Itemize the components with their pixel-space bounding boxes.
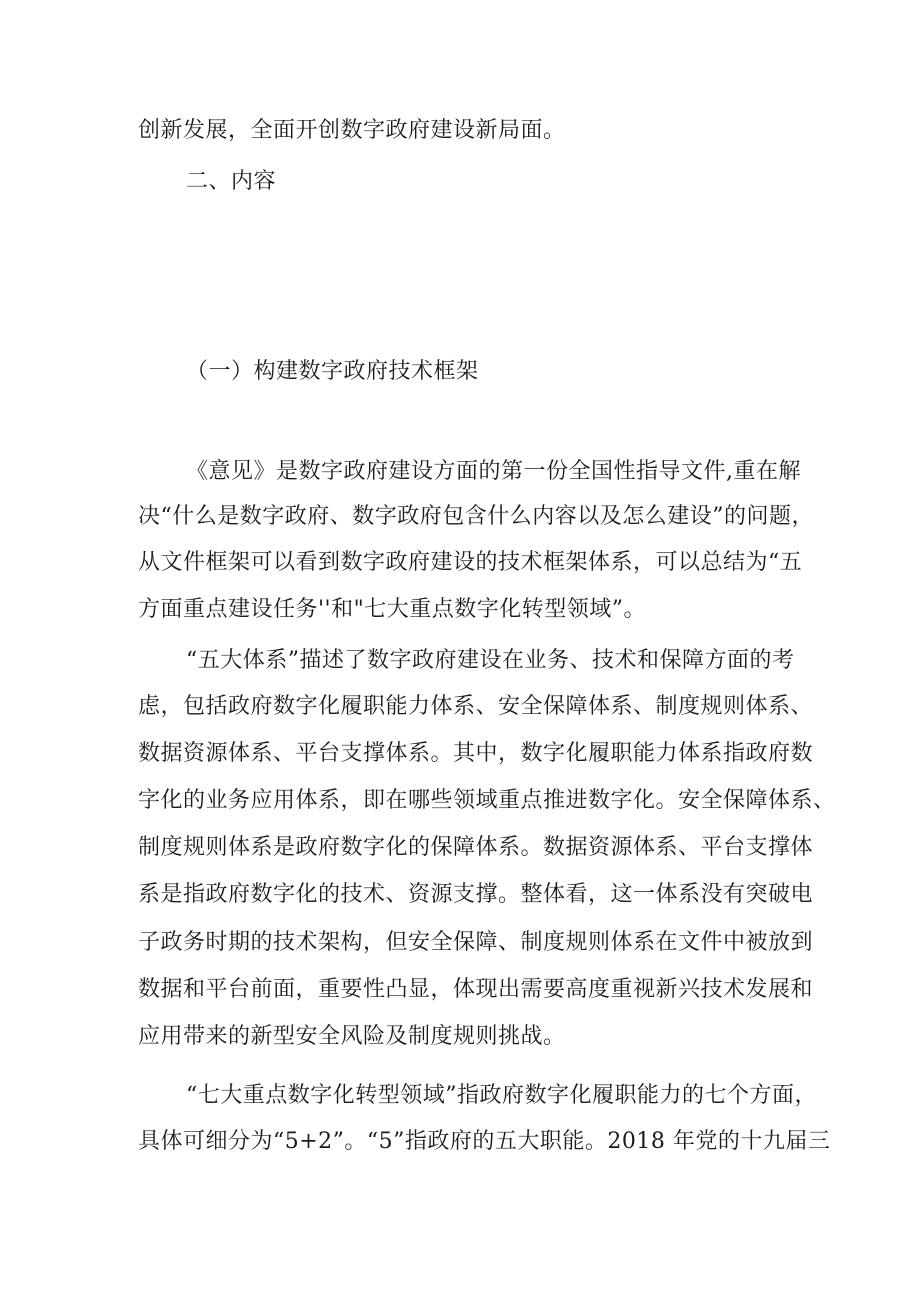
paragraph-line: 子政务时期的技术架构，但安全保障、制度规则体系在文件中被放到 [138, 930, 814, 955]
paragraph-line: 方面重点建设任务''和"七大重点数字化转型领域”。 [138, 597, 646, 622]
paragraph-line: 创新发展，全面开创数字政府建设新局面。 [138, 118, 566, 143]
paragraph-line: “七大重点数字化转型领域”指政府数字化履职能力的七个方面， [186, 1083, 817, 1108]
paragraph-line: 数据资源体系、平台支撑体系。其中，数字化履职能力体系指政府数 [138, 741, 814, 766]
paragraph-line: 从文件框架可以看到数字政府建设的技术框架体系，可以总结为“五 [138, 550, 803, 575]
paragraph-line: 决“什么是数字政府、数字政府包含什么内容以及怎么建设”的问题， [138, 504, 814, 529]
paragraph-line: 《意见》是数字政府建设方面的第一份全国性指导文件,重在解 [186, 459, 801, 484]
paragraph-line: 虑，包括政府数字化履职能力体系、安全保障体系、制度规则体系、 [138, 694, 814, 719]
paragraph-line: 制度规则体系是政府数字化的保障体系。数据资源体系、平台支撑体 [138, 835, 814, 860]
paragraph-line: 数据和平台前面，重要性凸显，体现出需要高度重视新兴技术发展和 [138, 977, 814, 1002]
paragraph-line: “五大体系”描述了数字政府建设在业务、技术和保障方面的考 [186, 648, 795, 673]
paragraph-line: 应用带来的新型安全风险及制度规则挑战。 [138, 1024, 566, 1049]
paragraph-line: 字化的业务应用体系，即在哪些领域重点推进数字化。安全保障体系、 [138, 788, 836, 813]
subsection-heading: （一）构建数字政府技术框架 [186, 359, 479, 384]
paragraph-line: 系是指政府数字化的技术、资源支撑。整体看，这一体系没有突破电 [138, 882, 814, 907]
paragraph-line: 具体可细分为“5+2”。“5”指政府的五大职能。2018 年党的十九届三 [138, 1129, 831, 1154]
section-heading: 二、内容 [186, 169, 277, 194]
